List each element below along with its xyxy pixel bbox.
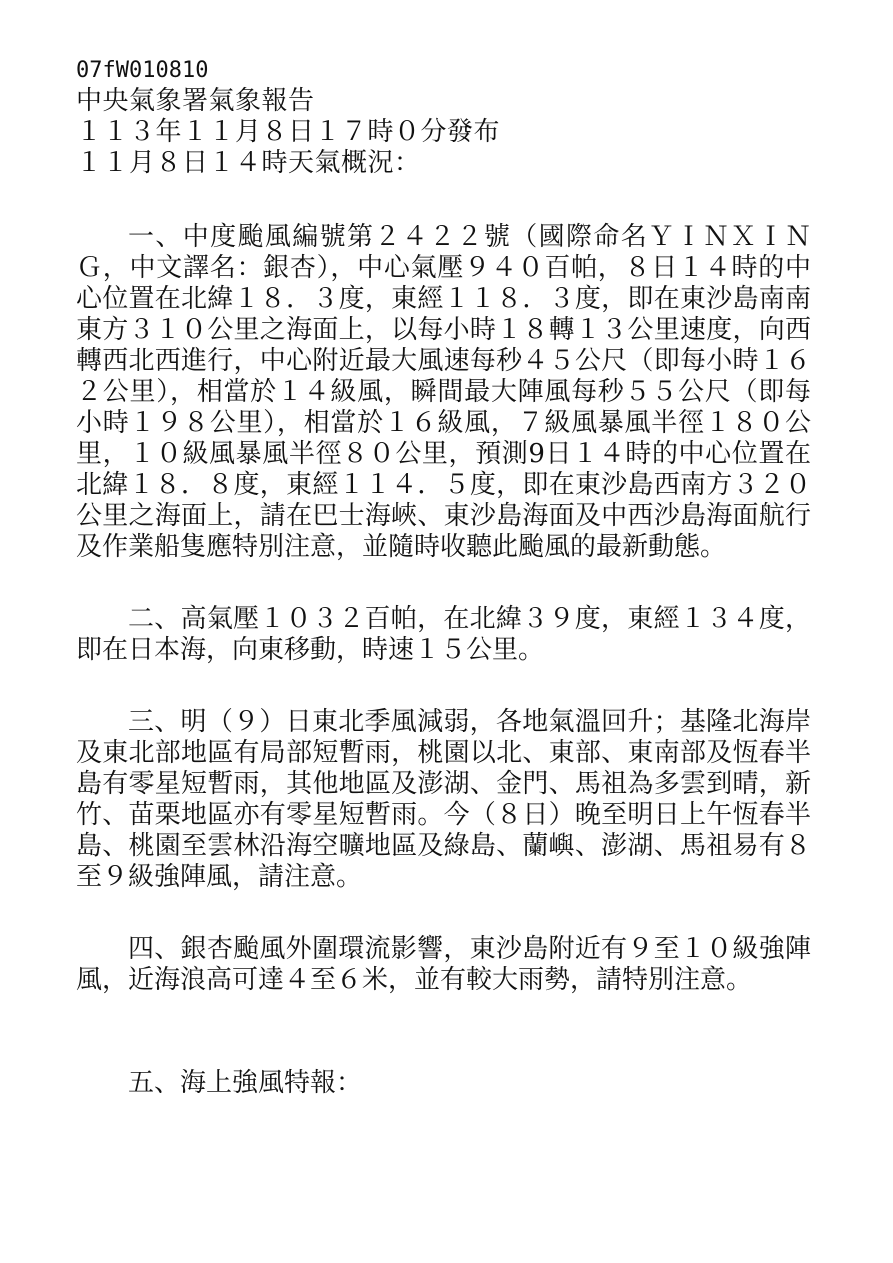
section-northeast-monsoon: 三、明（９）日東北季風減弱，各地氣溫回升；基隆北海岸及東北部地區有局部短暫雨，桃園以北、東部、東南部及恆春半島有零星短暫雨，其他地區及澎湖、金門、馬祖為多雲到晴，新竹、苗栗地區亦有零星短暫雨。今（８日）晚至明日上午恆春半島、桃園至雲林沿海空曠地區及綠島、蘭嶼、澎湖、馬祖易有８至９級強陣風，請注意。 [76, 707, 811, 892]
document-id: 07fW010810 [76, 58, 209, 83]
report-agency-title: 中央氣象署氣象報告 [76, 86, 315, 116]
section-typhoon-yinxing: 一、中度颱風編號第２４２２號（國際命名ＹＩＮＸＩＮＧ，中文譯名：銀杏），中心氣壓９４０百帕，８日１４時的中心位置在北緯１８．３度，東經１１８．３度，即在東沙島南南東方３１０公里之海面上，以每小時１８轉１３公里速度，向西轉西北西進行，中心附近最大風速每秒４５公尺（即每小時１６２公里），相當於１４級風，瞬間最大陣風每秒５５公尺（即每小時１９８公里），相當於１６級風，７級風暴風半徑１８０公里，１０級風暴風半徑８０公里，預測9日１４時的中心位置在北緯１８．８度，東經１１４．５度，即在東沙島西南方３２０公里之海面上，請在巴士海峽、東沙島海面及中西沙島海面航行及作業船隻應特別注意，並隨時收聽此颱風的最新動態。 [76, 222, 811, 562]
weather-report-document [76, 55, 811, 1099]
section-typhoon-outer-circulation: 四、銀杏颱風外圍環流影響，東沙島附近有９至１０級強陣風，近海浪高可達４至６米，並有較大雨勢，請特別注意。 [76, 934, 811, 995]
overview-heading: １１月８日１４時天氣概況： [76, 148, 421, 178]
section-high-pressure: 二、高氣壓１０３２百帕，在北緯３９度，東經１３４度，即在日本海，向東移動，時速１５公里。 [76, 604, 811, 665]
section-marine-wind-warning: 五、海上強風特報： [128, 1068, 363, 1098]
issued-time: １１３年１１月８日１７時０分發布 [76, 117, 501, 147]
